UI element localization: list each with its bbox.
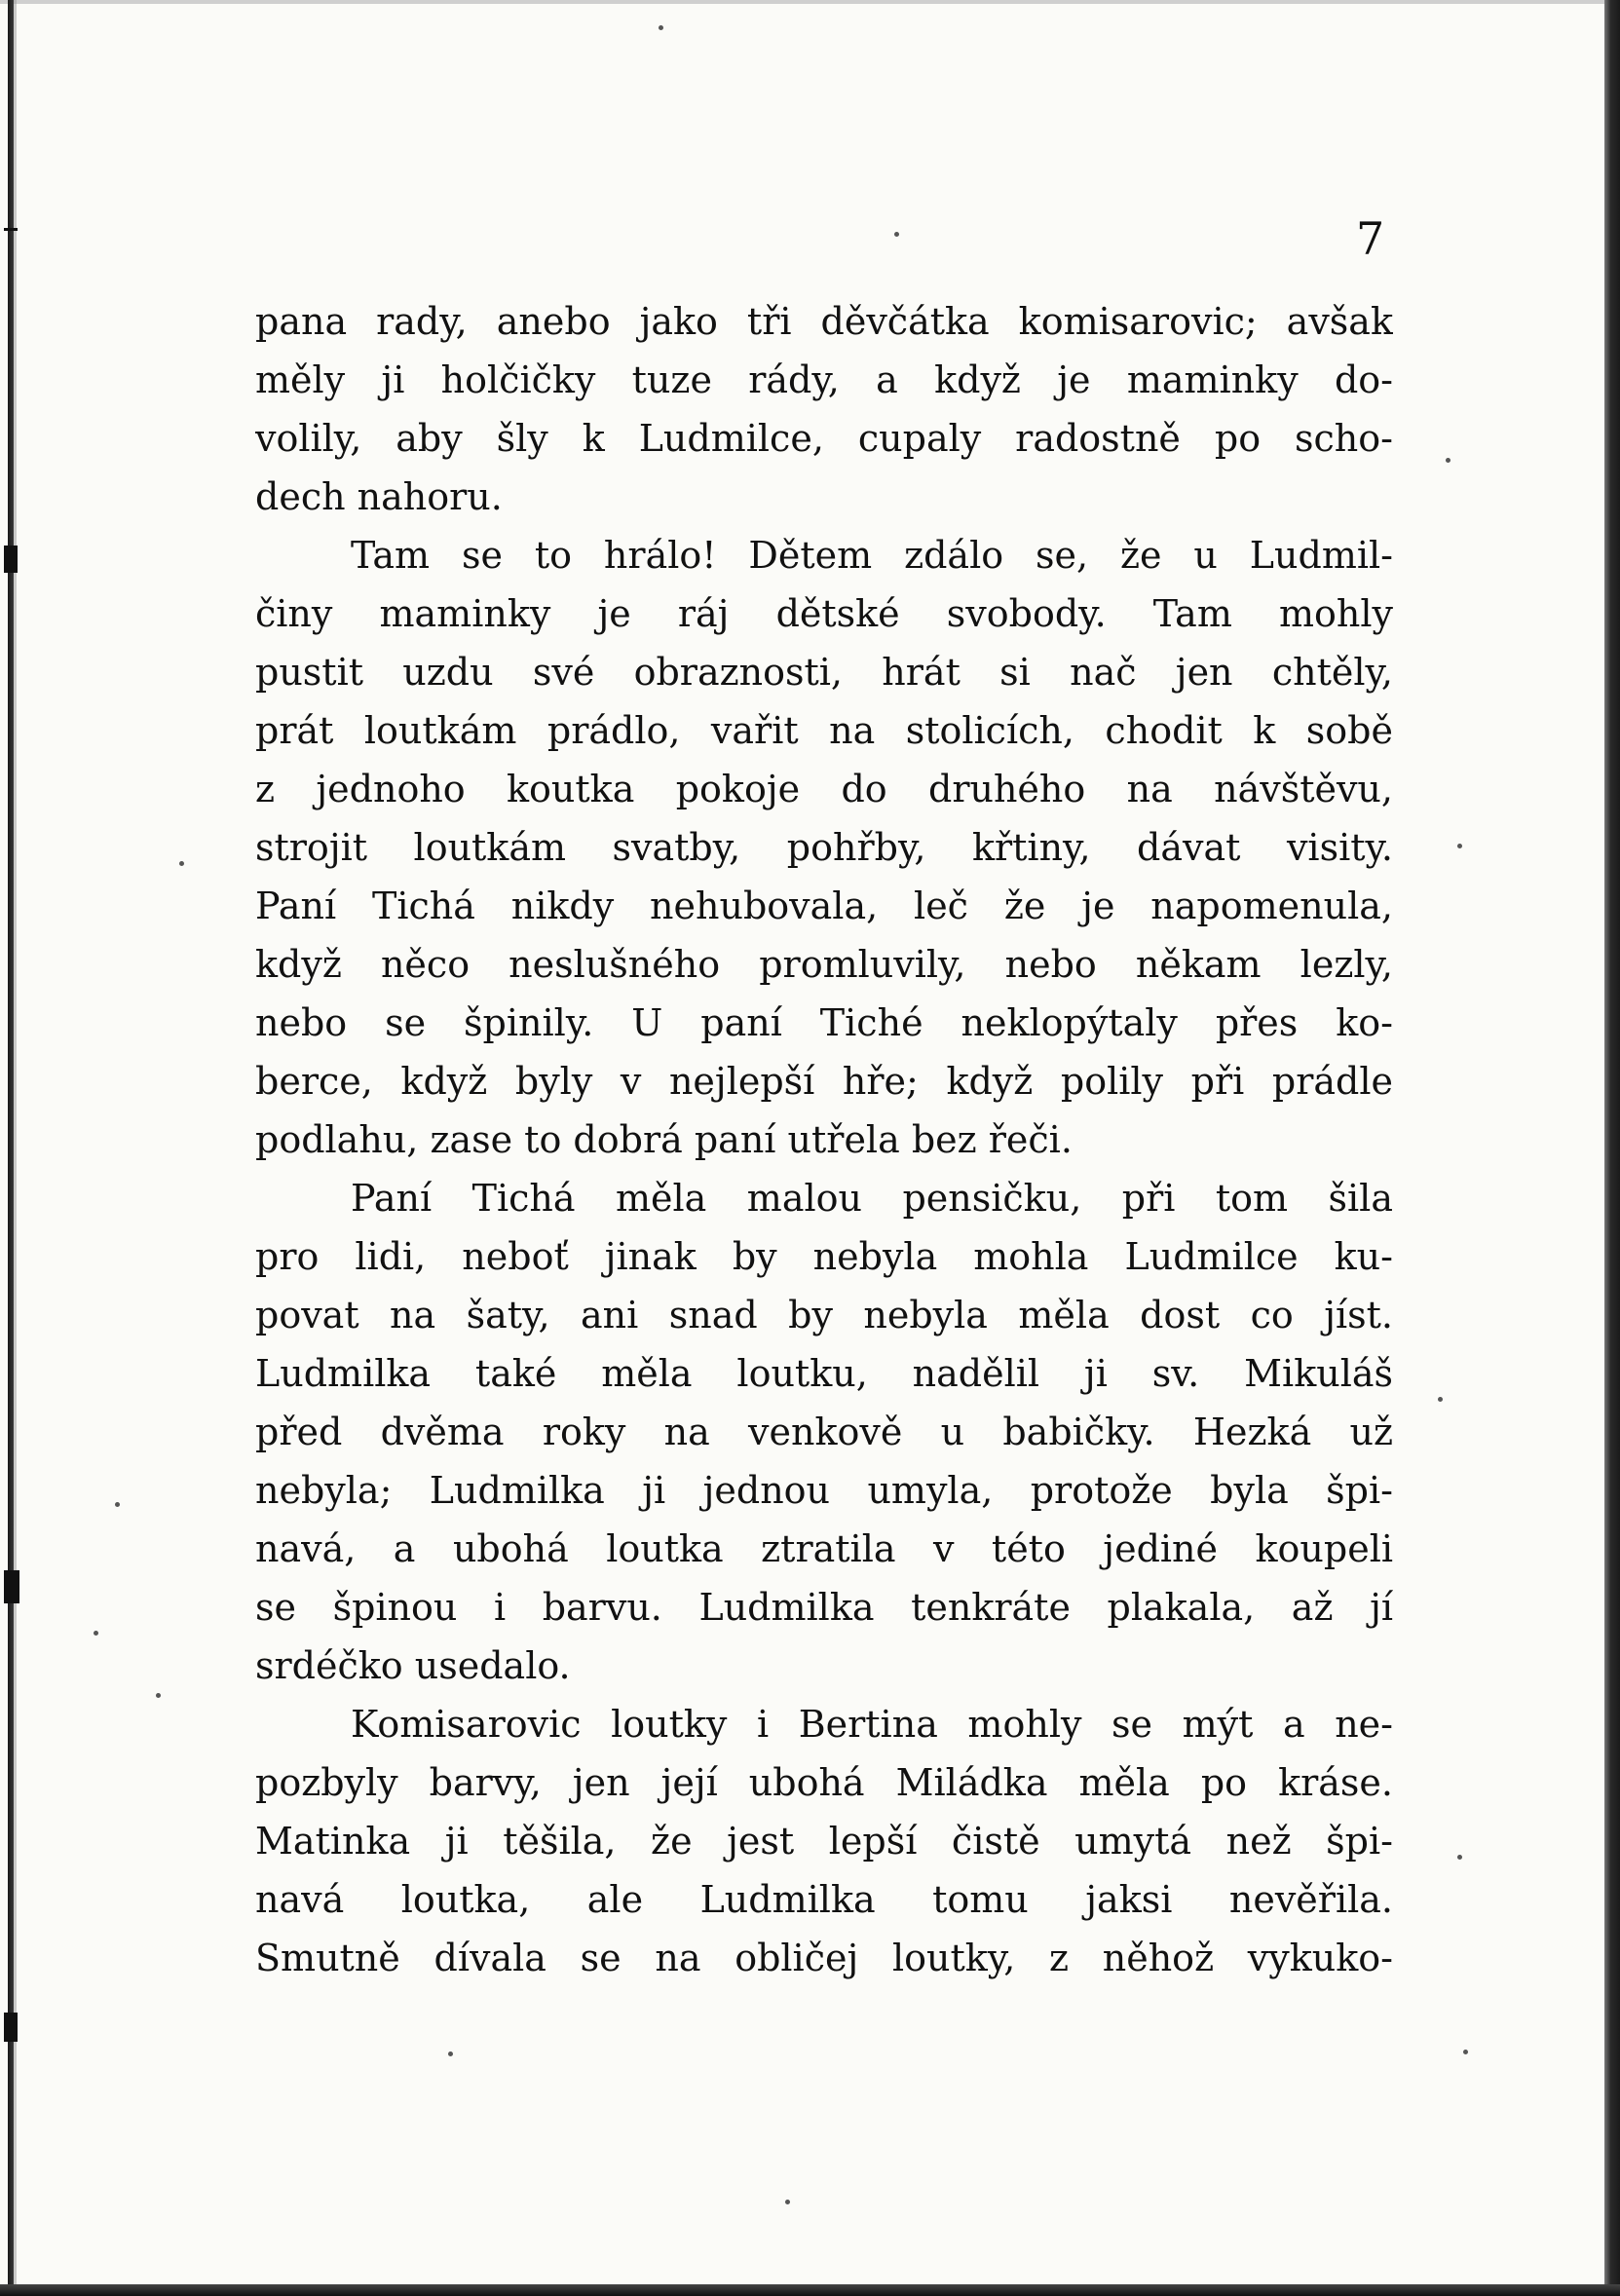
top-edge	[0, 0, 1620, 4]
text-line: prát loutkám prádlo, vařit na stolicích, chodit k sobě	[255, 709, 1393, 752]
text-line: navá, a ubohá loutka ztratila v této jediné koupeli	[255, 1527, 1393, 1570]
text-line: volily, aby šly k Ludmilce, cupaly radostně po scho-	[255, 417, 1393, 460]
text-line: strojit loutkám svatby, pohřby, křtiny, dávat visity.	[255, 826, 1393, 869]
text-line: srdéčko usedalo.	[255, 1644, 571, 1687]
text-line: Smutně dívala se na obličej loutky, z něhož vykuko-	[255, 1937, 1393, 1979]
text-line: Matinka ji těšila, že jest lepší čistě umytá než špi-	[255, 1820, 1393, 1863]
binding-tick-mark	[4, 228, 18, 231]
text-line: podlahu, zase to dobrá paní utřela bez řeči.	[255, 1118, 1073, 1161]
text-line: Ludmilka také měla loutku, nadělil ji sv. Mikuláš	[255, 1352, 1393, 1395]
speck	[1457, 1855, 1462, 1860]
text-line: činy maminky je ráj dětské svobody. Tam mohly	[255, 592, 1393, 635]
text-line: měly ji holčičky tuze rády, a když je maminky do-	[255, 358, 1393, 401]
speck	[1438, 1397, 1443, 1402]
binding-tick-mark	[4, 1570, 19, 1603]
text-line: navá loutka, ale Ludmilka tomu jaksi nevěřila.	[255, 1878, 1393, 1921]
speck	[894, 232, 899, 237]
speck	[785, 2200, 790, 2204]
speck	[115, 1502, 120, 1507]
left-edge-shadow	[14, 0, 17, 2296]
page-number: 7	[1356, 212, 1385, 265]
speck	[94, 1631, 98, 1636]
text-line: nebo se špinily. U paní Tiché neklopýtaly přes ko-	[255, 1001, 1393, 1044]
speck	[1446, 458, 1450, 463]
text-line: Paní Tichá měla malou pensičku, při tom šila	[351, 1177, 1393, 1220]
binding-tick-mark	[4, 2013, 18, 2042]
speck	[1457, 844, 1462, 848]
speck	[448, 2051, 453, 2056]
speck	[659, 25, 663, 30]
text-line: se špinou i barvu. Ludmilka tenkráte plakala, až jí	[255, 1586, 1393, 1629]
speck	[1463, 2050, 1468, 2054]
text-line: berce, když byly v nejlepší hře; když polily při prádle	[255, 1060, 1393, 1103]
text-line: Paní Tichá nikdy nehubovala, leč že je napomenula,	[255, 885, 1393, 927]
text-line: když něco neslušného promluvily, nebo někam lezly,	[255, 943, 1393, 986]
text-line: pozbyly barvy, jen její ubohá Miládka měla po kráse.	[255, 1761, 1393, 1804]
text-line: Tam se to hrálo! Dětem zdálo se, že u Ludmil-	[351, 534, 1393, 577]
binding-tick-mark	[4, 546, 18, 573]
text-line: povat na šaty, ani snad by nebyla měla dost co jíst.	[255, 1294, 1393, 1336]
text-line: pustit uzdu své obraznosti, hrát si nač jen chtěly,	[255, 651, 1393, 694]
text-line: Komisarovic loutky i Bertina mohly se mýt a ne-	[351, 1703, 1393, 1746]
text-line: nebyla; Ludmilka ji jednou umyla, protože byla špi-	[255, 1469, 1393, 1512]
text-line: před dvěma roky na venkově u babičky. Hezká už	[255, 1411, 1393, 1453]
body-text	[255, 292, 1393, 1987]
speck	[179, 861, 184, 866]
text-line: z jednoho koutka pokoje do druhého na návštěvu,	[255, 768, 1393, 810]
speck	[156, 1693, 161, 1698]
text-line: pro lidi, neboť jinak by nebyla mohla Ludmilce ku-	[255, 1235, 1393, 1278]
text-line: pana rady, anebo jako tři děvčátka komisarovic; avšak	[255, 300, 1393, 343]
text-line: dech nahoru.	[255, 475, 503, 518]
bottom-page-edge	[0, 2284, 1620, 2296]
right-page-edge	[1604, 0, 1620, 2296]
